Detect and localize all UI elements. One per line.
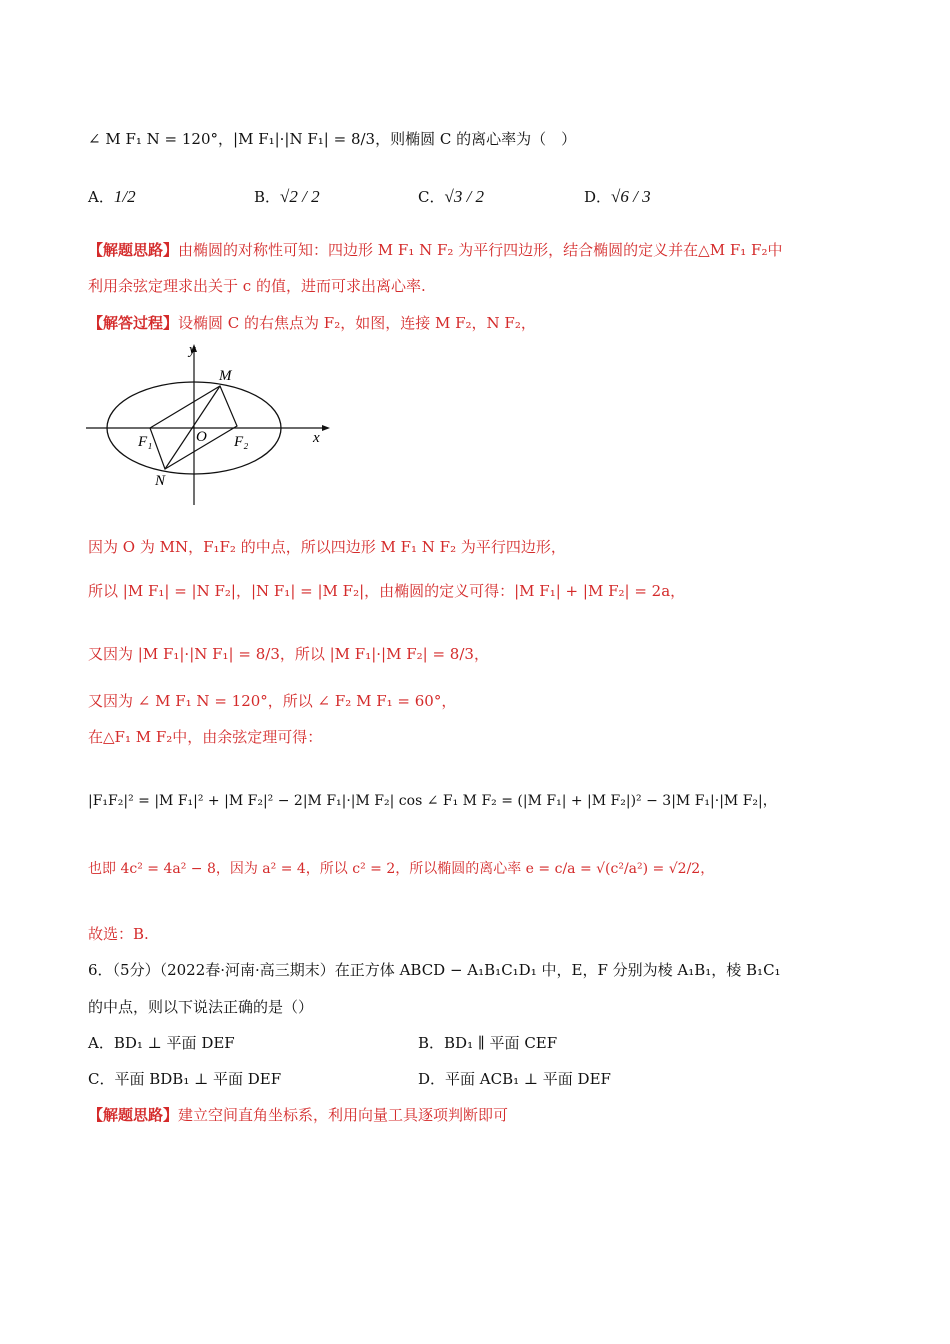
q6-option-b[interactable]	[418, 1032, 557, 1053]
step-2-text: 所以 |M F₁| = |N F₂|，|N F₁| = |M F₂|，由椭圆的定义可得：|M F₁| + |M F₂| = 2a，	[88, 582, 686, 600]
step-4-text: 又因为 ∠ M F₁ N = 120°，所以 ∠ F₂ M F₁ = 60°，	[88, 692, 457, 710]
step-1	[88, 536, 890, 558]
solution-text-1: 设椭圆 C 的右焦点为 F₂，如图，连接 M F₂，N F₂，	[178, 314, 536, 332]
step-3	[88, 643, 890, 665]
q6-option-c-label: C．	[88, 1070, 115, 1088]
q6-stem-text-2: 的中点，则以下说法正确的是（）	[88, 998, 314, 1016]
option-a-label: A．	[88, 188, 114, 206]
option-c-value: √3 / 2	[444, 187, 485, 206]
step-5	[88, 726, 890, 748]
option-d-value: √6 / 3	[611, 187, 651, 206]
step-8-text: 故选：B.	[88, 925, 149, 943]
step-3-text: 又因为 |M F₁|·|N F₁| = 8/3，所以 |M F₁|·|M F₂| = 8/3，	[88, 645, 489, 663]
q6-stem-text-1: 6．（5分）（2022春·河南·高三期末）在正方体 ABCD − A₁B₁C₁D₁ 中，E，F 分别为棱 A₁B₁，棱 B₁C₁	[88, 961, 781, 979]
option-d[interactable]	[584, 186, 651, 207]
step-8	[88, 923, 890, 945]
step-6-text: |F₁F₂|² = |M F₁|² + |M F₂|² − 2|M F₁|·|M F₂| cos ∠ F₁ M F₂ = (|M F₁| + |M F₂|)² − 3|M F₁|·|M F₂|，	[88, 793, 777, 809]
q6-option-b-value: BD₁ ∥ 平面 CEF	[444, 1034, 558, 1052]
q6-option-c[interactable]	[88, 1068, 281, 1089]
option-a-value: 1/2	[113, 187, 136, 206]
ellipse-diagram	[86, 340, 336, 505]
step-5-text: 在△F₁ M F₂中，由余弦定理可得：	[88, 728, 323, 746]
q6-option-d-value: 平面 ACB₁ ⊥ 平面 DEF	[445, 1070, 611, 1088]
option-d-label: D．	[584, 188, 612, 206]
step-1-text: 因为 O 为 MN，F₁F₂ 的中点，所以四边形 M F₁ N F₂ 为平行四边形，	[88, 538, 566, 556]
x-axis-arrow	[322, 425, 330, 431]
q6-option-c-value: 平面 BDB₁ ⊥ 平面 DEF	[114, 1070, 282, 1088]
analysis-text-1: 由椭圆的对称性可知：四边形 M F₁ N F₂ 为平行四边形，结合椭圆的定义并在△M F₁ F₂中	[178, 241, 783, 259]
analysis-line-2	[88, 275, 890, 297]
q6-analysis	[88, 1104, 890, 1126]
q5-stem	[88, 128, 890, 150]
option-b[interactable]	[254, 186, 320, 207]
step-6	[88, 790, 890, 812]
point-m-label: M	[219, 368, 232, 384]
step-4	[88, 690, 890, 712]
option-b-value: √2 / 2	[280, 187, 320, 206]
point-n-label: N	[155, 473, 166, 489]
option-c-label: C．	[418, 188, 445, 206]
option-c[interactable]	[418, 186, 484, 207]
solution-tag: 【解答过程】	[88, 314, 179, 332]
analysis-line-1	[88, 239, 890, 261]
point-f2-label: F₂	[234, 434, 249, 450]
step-2	[88, 580, 890, 602]
analysis-text-2: 利用余弦定理求出关于 c 的值，进而可求出离心率.	[88, 277, 426, 295]
q6-option-a-value: BD₁ ⊥ 平面 DEF	[113, 1034, 235, 1052]
step-7-text: 也即 4c² = 4a² − 8，因为 a² = 4，所以 c² = 2，所以椭圆的离心率 e = c/a = √(c²/a²) = √2/2，	[88, 861, 715, 877]
q6-option-b-label: B．	[418, 1034, 445, 1052]
q6-option-d-label: D．	[418, 1070, 446, 1088]
q6-option-a[interactable]	[88, 1032, 235, 1053]
y-label: y	[189, 342, 196, 358]
solution-line-1	[88, 312, 890, 334]
x-label: x	[313, 430, 320, 446]
q6-option-a-label: A．	[88, 1034, 114, 1052]
option-b-label: B．	[254, 188, 281, 206]
q6-option-d[interactable]	[418, 1068, 611, 1089]
step-7	[88, 858, 890, 880]
q6-analysis-tag: 【解题思路】	[88, 1106, 179, 1124]
q6-analysis-text: 建立空间直角坐标系，利用向量工具逐项判断即可	[178, 1106, 509, 1124]
point-f1-label: F₁	[138, 434, 153, 450]
point-o-label: O	[196, 429, 207, 445]
analysis-tag: 【解题思路】	[88, 241, 179, 259]
q6-stem-2	[88, 996, 890, 1018]
option-a[interactable]	[88, 186, 136, 207]
q6-stem-1	[88, 959, 890, 981]
q5-stem-text: ∠ M F₁ N = 120°，|M F₁|·|N F₁| = 8/3，则椭圆 C 的离心率为（ ）	[88, 130, 577, 148]
